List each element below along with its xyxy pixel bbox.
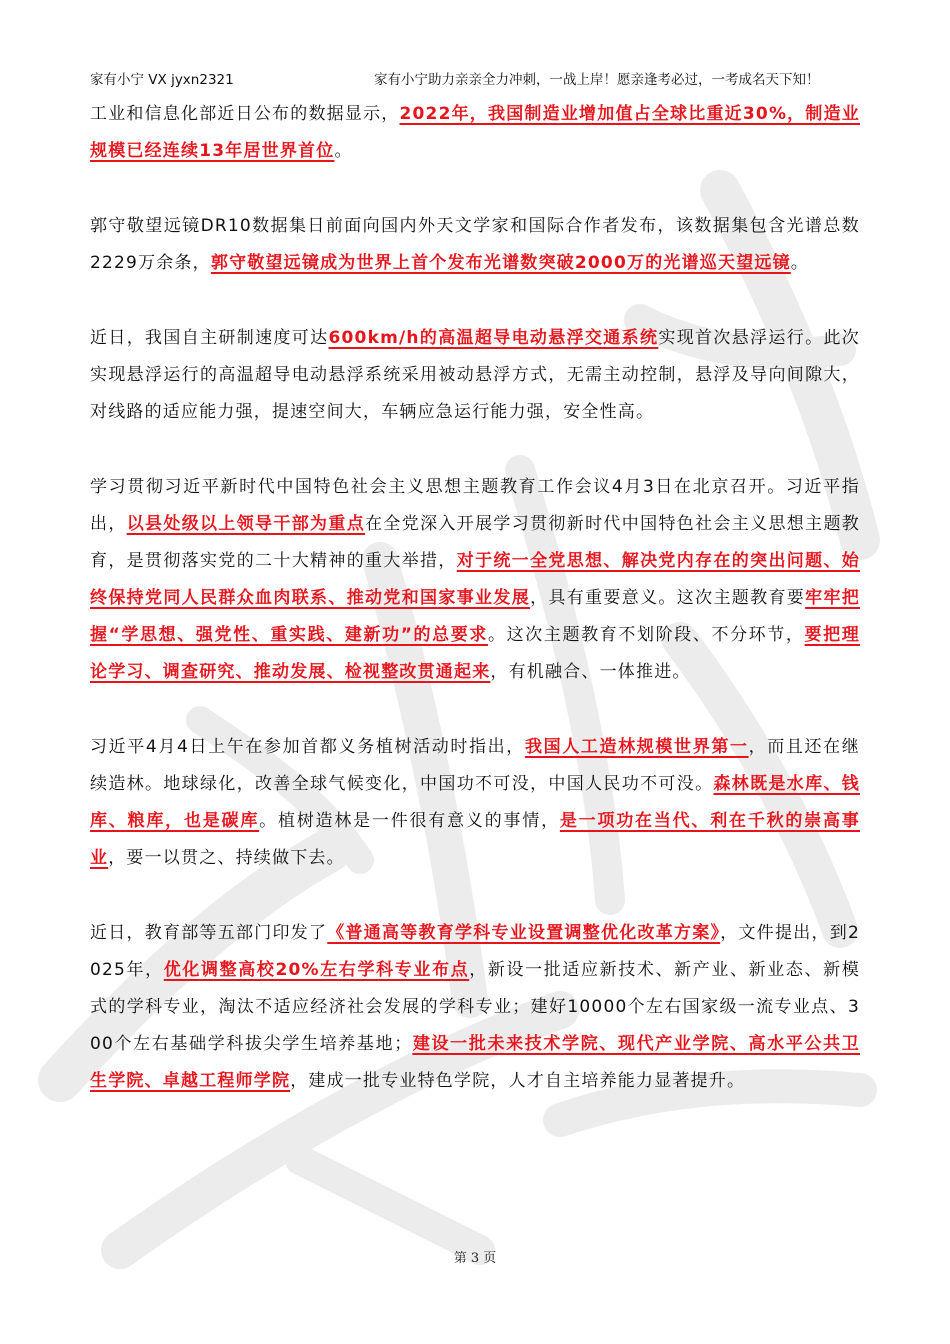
paragraph: [90, 469, 860, 691]
highlighted-text: 是一项功在当代、利在千秋的崇高事业: [90, 811, 860, 868]
body-text: 工业和信息化部近日公布的数据显示，: [90, 104, 400, 124]
highlighted-text: 郭守敬望远镜成为世界上首个发布光谱数突破2000万的光谱巡天望远镜: [210, 253, 791, 273]
paragraph: [90, 320, 860, 431]
body-text: ，文件提出，到2025年，: [90, 923, 860, 980]
body-text: 。这次主题教育不划阶段、不分环节，: [488, 625, 805, 645]
body-text: 习近平4月4日上午在参加首都义务植树活动时指出，: [90, 737, 525, 757]
body-text: 学习贯彻习近平新时代中国特色社会主义思想主题教育工作会议4月3日在北京召开。习近平指出，: [90, 477, 860, 534]
highlighted-text: 牢牢把握“学思想、强党性、重实践、建新功”的总要求: [90, 588, 860, 645]
highlighted-text: 我国人工造林规模世界第一: [524, 737, 749, 757]
body-text: 近日，教育部等五部门印发了: [90, 923, 328, 943]
highlighted-text: 以县处级以上领导干部为重点: [126, 514, 366, 534]
paragraph: [90, 729, 860, 877]
highlighted-text: 优化调整高校20%左右学科专业布点: [163, 960, 470, 980]
paragraph: [90, 208, 860, 282]
header-left-text: 家有小宁 VX jyxn2321: [90, 72, 234, 88]
body-text: ，有机融合、一体推进。: [490, 662, 691, 682]
body-text: 郭守敬望远镜DR10数据集日前面向国内外天文学家和国际合作者发布，该数据集包含光谱总数2229万余条，: [90, 216, 860, 273]
paragraph: [90, 915, 860, 1100]
body-text: 。植树造林是一件很有意义的事情，: [259, 811, 560, 831]
body-text: ，新设一批适应新技术、新产业、新业态、新模式的学科专业，淘汰不适应经济社会发展的学科专业；建好10000个左右国家级一流专业点、300个左右基础学科拔尖学生培养基地；: [90, 960, 861, 1054]
highlighted-text: 要把理论学习、调查研究、推动发展、检视整改贯通起来: [90, 625, 860, 682]
highlighted-text: 森林既是水库、钱库、粮库，也是碳库: [90, 774, 860, 831]
highlighted-text: 2022年，我国制造业增加值占全球比重近30%，制造业规模已经连续13年居世界首位: [90, 104, 860, 161]
highlighted-text: 600km/h的高温超导电动悬浮交通系统: [328, 328, 659, 348]
page-number: 第 3 页: [453, 1251, 497, 1266]
highlighted-text: 《普通高等教育学科专业设置调整优化改革方案》: [327, 923, 721, 943]
body-text: ，建成一批专业特色学院，人才自主培养能力显著提升。: [290, 1071, 746, 1091]
body-text: 在全党深入开展学习贯彻新时代中国特色社会主义思想主题教育，是贯彻落实党的二十大精神的重大举措，: [90, 514, 860, 571]
highlighted-text: 对于统一全党思想、解决党内存在的突出问题、始终保持党同人民群众血肉联系、推动党和国家事业发展: [90, 551, 860, 608]
body-text: 。: [790, 253, 809, 273]
body-text: ，要一以贯之、持续做下去。: [108, 848, 345, 868]
highlighted-text: 建设一批未来技术学院、现代产业学院、高水平公共卫生学院、卓越工程师学院: [90, 1034, 860, 1091]
document-body: [90, 96, 860, 1138]
header-right-slogan: 家有小宁助力亲亲全力冲刺，一战上岸！愿亲逢考必过，一考成名天下知！: [374, 72, 820, 88]
body-text: ，而且还在继续造林。地球绿化，改善全球气候变化，中国功不可没，中国人民功不可没。: [90, 737, 860, 794]
body-text: 实现首次悬浮运行。此次实现悬浮运行的高温超导电动悬浮系统采用被动悬浮方式，无需主动控制，悬浮及导向间隙大，对线路的适应能力强，提速空间大，车辆应急运行能力强，安全性高。: [90, 328, 860, 422]
body-text: ，具有重要意义。这次主题教育要: [530, 588, 806, 608]
body-text: 。: [334, 141, 353, 161]
body-text: 近日，我国自主研制速度可达: [90, 328, 329, 348]
paragraph: [90, 96, 860, 170]
page-header: [90, 68, 860, 92]
